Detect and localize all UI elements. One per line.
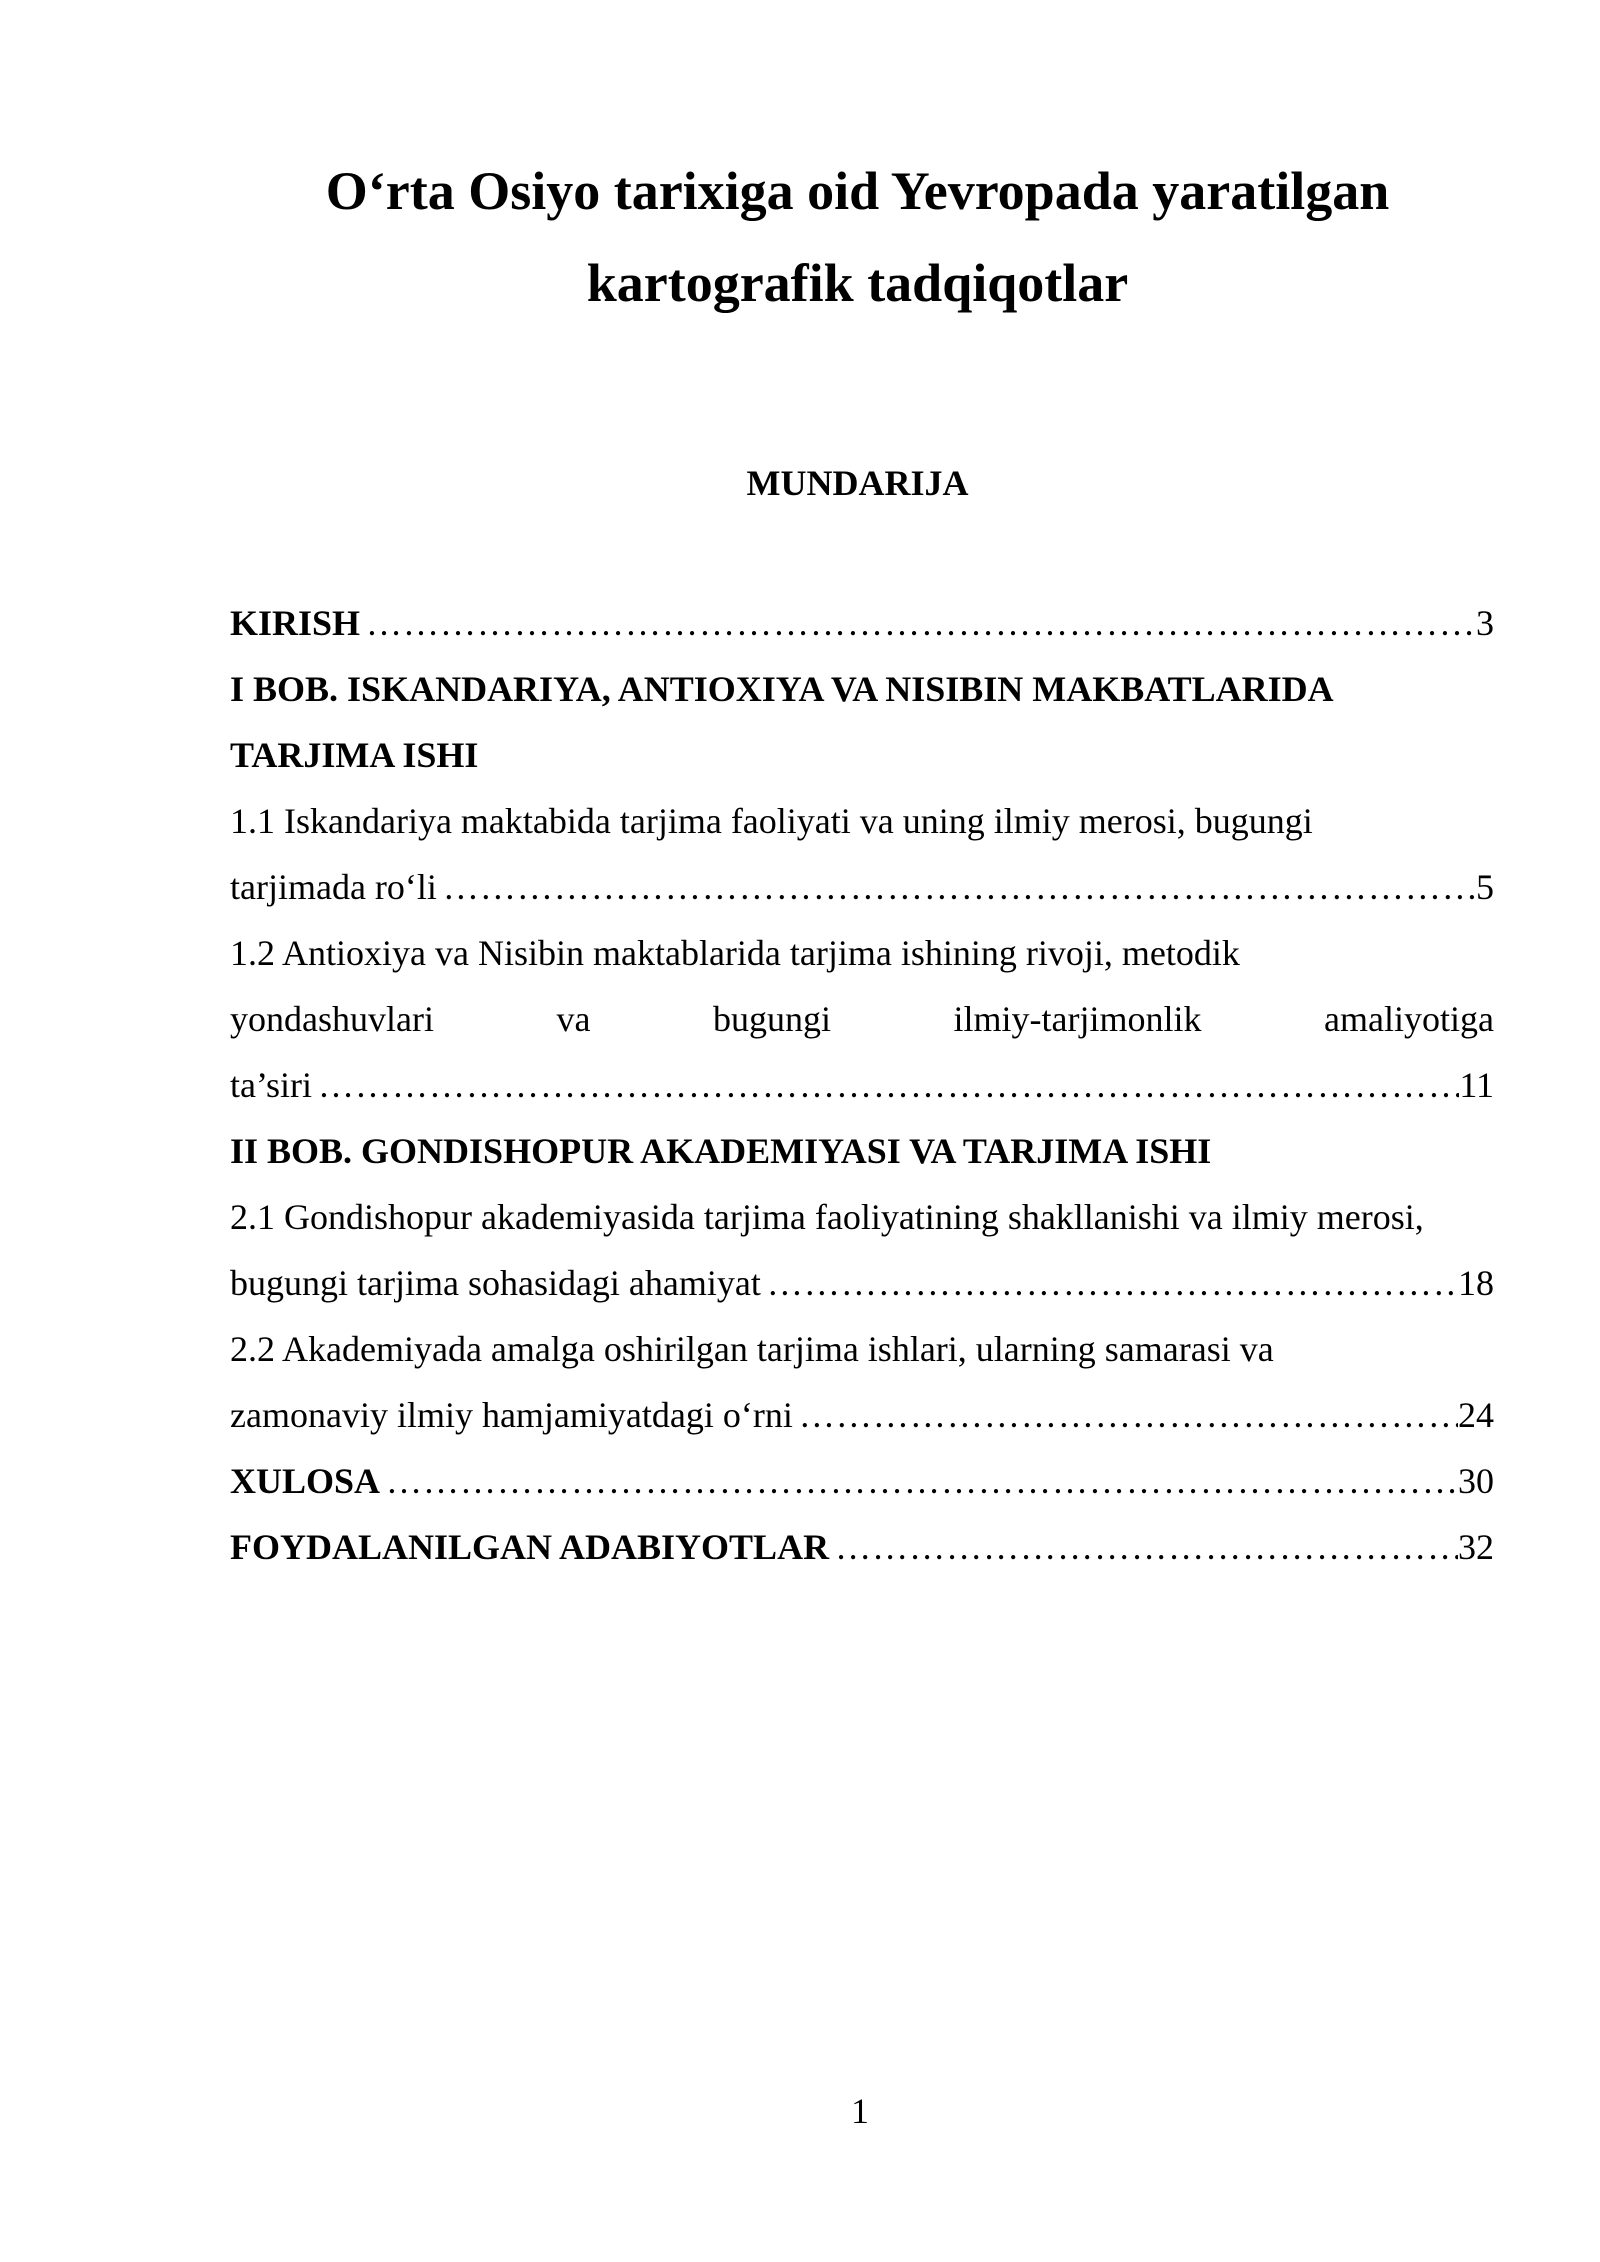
- document-title-line-1: O‘rta Osiyo tarixiga oid Yevropada yaratilgan: [325, 161, 1390, 221]
- toc-entry-kirish[interactable]: [230, 590, 1494, 656]
- dot-leader: [761, 1250, 1458, 1316]
- toc-entry-section-1-2[interactable]: [230, 920, 1494, 1118]
- toc-word: amaliyotiga: [1324, 999, 1494, 1039]
- toc-entry-line: [230, 986, 1494, 1052]
- dot-leader: [829, 1514, 1458, 1580]
- toc-entry-section-2-2[interactable]: [230, 1316, 1494, 1448]
- toc-entry-line: 1.2 Antioxiya va Nisibin maktablarida tarjima ishining rivoji, metodik: [230, 933, 1240, 973]
- table-of-contents: [230, 590, 1494, 1580]
- toc-entry-xulosa[interactable]: [230, 1448, 1494, 1514]
- toc-entry-line: 1.1 Iskandariya maktabida tarjima faoliyati va uning ilmiy merosi, bugungi: [230, 801, 1313, 841]
- toc-entry-line: [230, 1052, 1494, 1118]
- toc-entry-line: [230, 1250, 1494, 1316]
- toc-entry-label: KIRISH: [230, 603, 361, 643]
- toc-page-number: 24: [1458, 1395, 1494, 1435]
- document-title-line-2: kartografik tadqiqotlar: [586, 253, 1129, 313]
- toc-page-number: 11: [1459, 1065, 1494, 1105]
- toc-page-number: 18: [1458, 1263, 1494, 1303]
- toc-entry-line: II BOB. GONDISHOPUR AKADEMIYASI VA TARJIMA ISHI: [230, 1131, 1212, 1171]
- toc-entry-line: [230, 854, 1494, 920]
- toc-word: bugungi: [712, 999, 831, 1039]
- toc-page-number: 30: [1458, 1461, 1494, 1501]
- dot-leader: [360, 590, 1476, 656]
- toc-word: yondashuvlari: [230, 999, 434, 1039]
- toc-entry-label: FOYDALANILGAN ADABIYOTLAR: [230, 1527, 830, 1567]
- toc-entry-label: ta’siri: [230, 1065, 312, 1105]
- toc-word: va: [556, 999, 591, 1039]
- toc-entry-line: 2.2 Akademiyada amalga oshirilgan tarjima ishlari, ularning samarasi va: [230, 1329, 1274, 1369]
- toc-entry-line: 2.1 Gondishopur akademiyasida tarjima faoliyatining shakllanishi va ilmiy merosi,: [230, 1197, 1424, 1237]
- dot-leader: [312, 1052, 1459, 1118]
- dot-leader: [437, 854, 1476, 920]
- toc-entry-label: XULOSA: [230, 1461, 381, 1501]
- dot-leader: [793, 1382, 1458, 1448]
- dot-leader: [380, 1448, 1458, 1514]
- toc-entry-label: bugungi tarjima sohasidagi ahamiyat: [230, 1263, 761, 1303]
- toc-entry-references[interactable]: [230, 1514, 1494, 1580]
- toc-entry-label: tarjimada ro‘li: [230, 867, 437, 907]
- toc-page-number: 5: [1476, 867, 1494, 907]
- toc-page-number: 3: [1476, 603, 1494, 643]
- document-title: [230, 145, 1485, 329]
- toc-entry-label: zamonaviy ilmiy hamjamiyatdagi o‘rni: [230, 1395, 793, 1435]
- toc-entry-line: [230, 1382, 1494, 1448]
- toc-entry-chapter-2[interactable]: [230, 1118, 1494, 1184]
- toc-page-number: 32: [1458, 1527, 1494, 1567]
- contents-heading: MUNDARIJA: [746, 463, 969, 503]
- toc-entry-section-1-1[interactable]: [230, 788, 1494, 920]
- toc-word: ilmiy-tarjimonlik: [953, 999, 1202, 1039]
- toc-entry-line: TARJIMA ISHI: [230, 735, 479, 775]
- toc-entry-chapter-1[interactable]: [230, 656, 1494, 788]
- toc-entry-line: I BOB. ISKANDARIYA, ANTIOXIYA VA NISIBIN MAKBATLARIDA: [230, 669, 1334, 709]
- page-number: 1: [851, 2091, 869, 2131]
- toc-entry-section-2-1[interactable]: [230, 1184, 1494, 1316]
